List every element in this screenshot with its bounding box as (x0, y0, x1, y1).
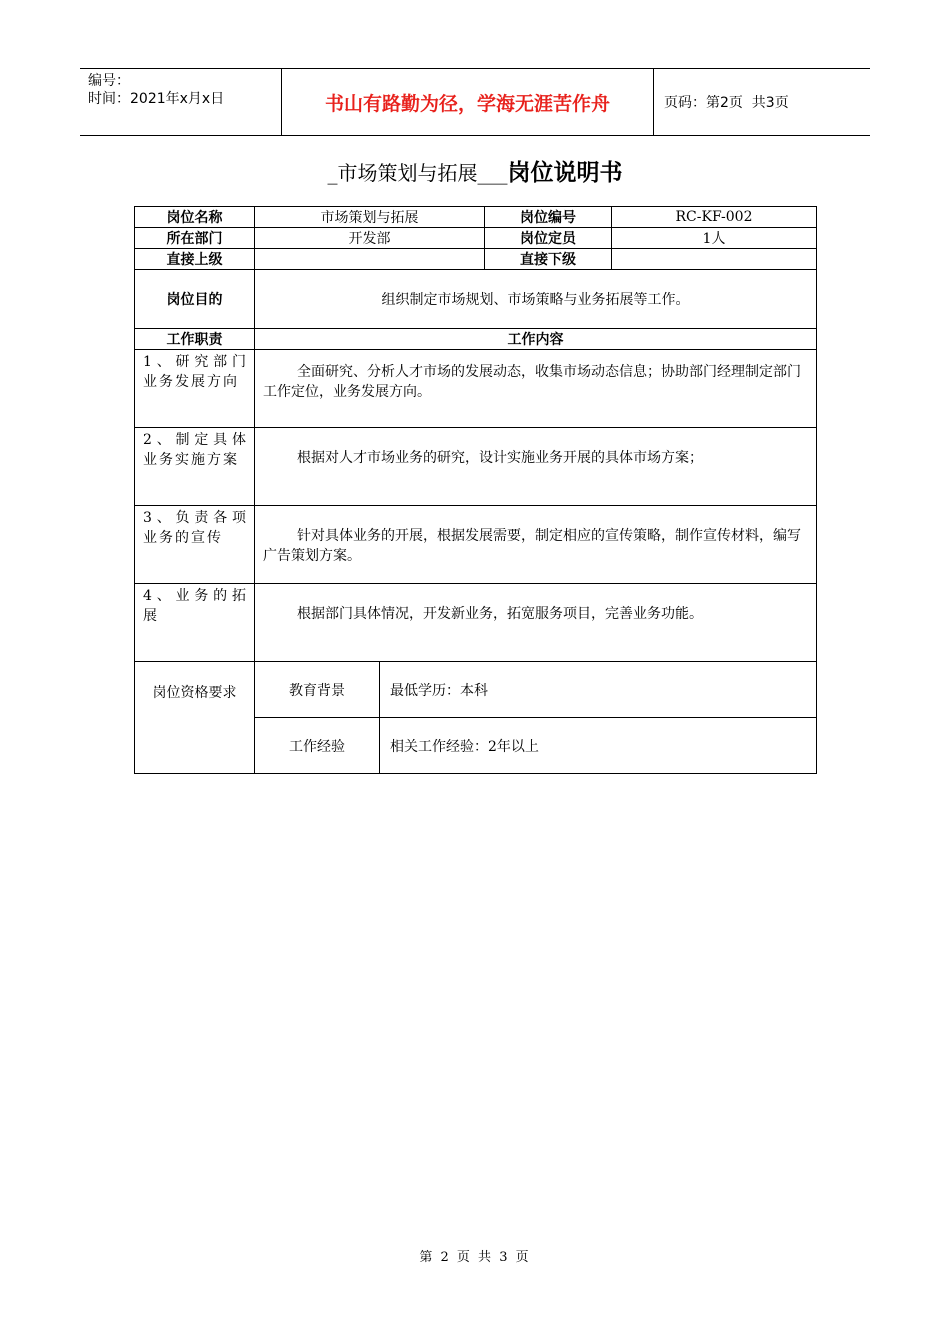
duty-cell: 2、制定具体业务实施方案 (135, 428, 255, 506)
department-label: 所在部门 (135, 228, 255, 249)
qualification-value: 相关工作经验：2年以上 (380, 718, 817, 774)
content-cell: 全面研究、分析人才市场的发展动态，收集市场动态信息；协助部门经理制定部门工作定位，业务发展方向。 (255, 350, 817, 428)
content-header: 工作内容 (255, 329, 817, 350)
page-info-text: 页码：第2页 共3页 (664, 95, 789, 111)
subordinate-label: 直接下级 (485, 249, 612, 270)
duty-cell: 4、业务的拓展 (135, 584, 255, 662)
qualification-key: 工作经验 (255, 718, 380, 774)
purpose-text: 组织制定市场规划、市场策略与业务拓展等工作。 (255, 270, 817, 329)
department-value: 开发部 (255, 228, 485, 249)
table-row (135, 207, 817, 228)
document-number: 编号： (88, 73, 130, 89)
qualification-value: 最低学历：本科 (380, 662, 817, 718)
duty-cell: 1、研究部门业务发展方向 (135, 350, 255, 428)
table-row (135, 506, 817, 584)
content-cell: 根据对人才市场业务的研究，设计实施业务开展的具体市场方案； (255, 428, 817, 506)
position-name-value: 市场策划与拓展 (255, 207, 485, 228)
position-code-label: 岗位编号 (485, 207, 612, 228)
header-slogan: 书山有路勤为径，学海无涯苦作舟 (282, 69, 654, 135)
superior-value (255, 249, 485, 270)
position-code-value: RC-KF-002 (612, 207, 817, 228)
page-footer: 第 2 页 共 3 页 (419, 1250, 531, 1265)
job-description-table (134, 206, 817, 774)
title-doc-name: 岗位说明书 (507, 160, 623, 186)
position-name-label: 岗位名称 (135, 207, 255, 228)
table-row (135, 428, 817, 506)
quota-label: 岗位定员 (485, 228, 612, 249)
duty-header: 工作职责 (135, 329, 255, 350)
table-row (135, 584, 817, 662)
table-row (135, 249, 817, 270)
table-row (135, 329, 817, 350)
table-row (135, 228, 817, 249)
content-cell: 针对具体业务的开展，根据发展需要，制定相应的宣传策略，制作宣传材料，编写广告策划方案。 (255, 506, 817, 584)
qualification-key: 教育背景 (255, 662, 380, 718)
table-row (135, 270, 817, 329)
document-title (0, 158, 950, 188)
duty-cell: 3、负责各项业务的宣传 (135, 506, 255, 584)
page-header (80, 68, 870, 136)
header-meta (80, 69, 282, 135)
header-page-info (654, 69, 870, 135)
table-row (135, 350, 817, 428)
table-row (135, 662, 817, 718)
document-time: 时间：2021年x月x日 (88, 91, 225, 107)
title-position-name: _市场策划与拓展___ (327, 161, 508, 185)
qualification-label: 岗位资格要求 (135, 662, 255, 774)
subordinate-value (612, 249, 817, 270)
content-cell: 根据部门具体情况，开发新业务，拓宽服务项目，完善业务功能。 (255, 584, 817, 662)
quota-value: 1人 (612, 228, 817, 249)
purpose-label: 岗位目的 (135, 270, 255, 329)
superior-label: 直接上级 (135, 249, 255, 270)
